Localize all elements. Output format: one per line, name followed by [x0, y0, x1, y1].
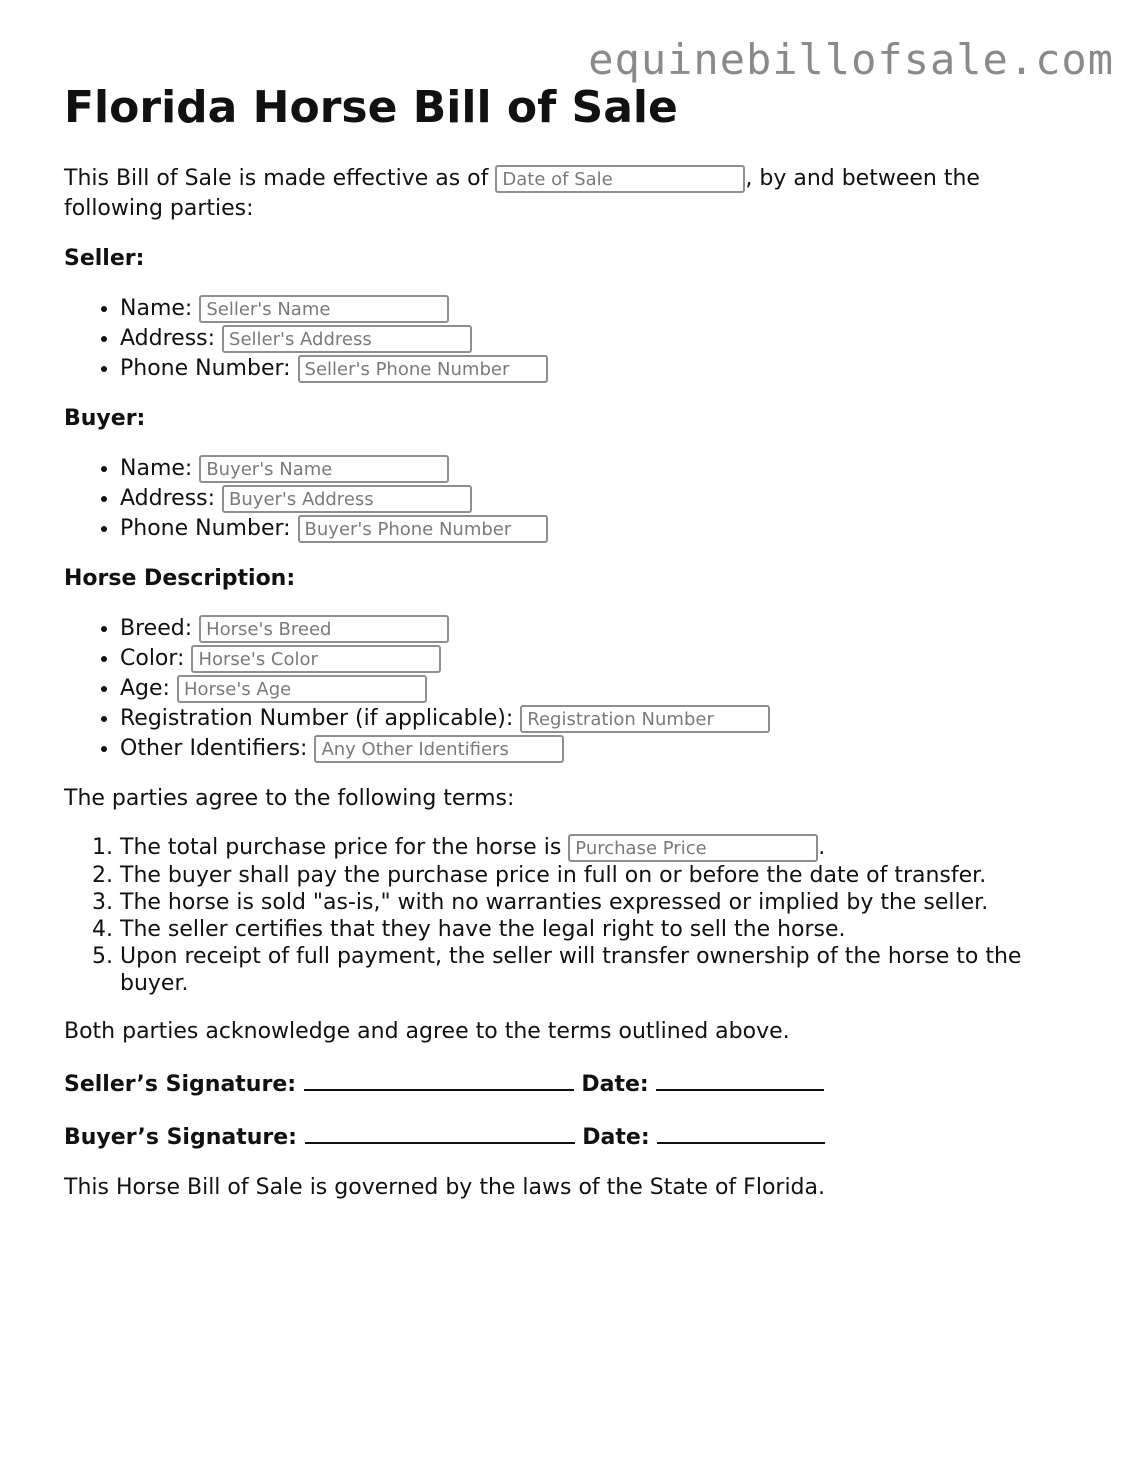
governing-law: This Horse Bill of Sale is governed by the laws of the State of Florida. — [64, 1175, 825, 1200]
buyer-address-item — [120, 484, 1084, 514]
buyer-signature-line[interactable] — [305, 1120, 575, 1144]
terms-list — [64, 834, 1084, 997]
seller-name-item — [120, 294, 1084, 324]
acknowledgement: Both parties acknowledge and agree to the terms outlined above. — [64, 1019, 790, 1044]
horse-breed-item — [120, 614, 1084, 644]
buyer-name-label: Name: — [120, 456, 200, 481]
buyer-phone-item — [120, 514, 1084, 544]
term-purchase-price — [120, 834, 1084, 862]
horse-color-label: Color: — [120, 646, 192, 671]
horse-breed-label: Breed: — [120, 616, 200, 641]
horse-age-item — [120, 674, 1084, 704]
buyer-signature-row — [64, 1120, 1084, 1153]
buyer-address-input[interactable] — [222, 485, 472, 513]
seller-date-line[interactable] — [656, 1067, 824, 1091]
buyer-name-input[interactable] — [199, 455, 449, 483]
registration-number-item — [120, 704, 1084, 734]
site-watermark: equinebillofsale.com — [588, 35, 1114, 84]
term-item: 4. The seller certifies that they have the legal right to sell the horse. — [120, 916, 1084, 943]
seller-signature-line[interactable] — [304, 1067, 574, 1091]
seller-phone-input[interactable] — [298, 355, 548, 383]
term-item: 5. Upon receipt of full payment, the seller will transfer ownership of the horse to the buyer. — [120, 943, 1084, 997]
seller-heading: Seller: — [64, 246, 145, 271]
other-identifiers-input[interactable] — [314, 735, 564, 763]
seller-phone-label: Phone Number: — [120, 356, 298, 381]
seller-date-label: Date: — [573, 1072, 657, 1097]
buyer-phone-input[interactable] — [298, 515, 548, 543]
registration-number-input[interactable] — [520, 705, 770, 733]
buyer-date-line[interactable] — [657, 1120, 825, 1144]
price-text-after: . — [818, 835, 826, 860]
horse-breed-input[interactable] — [199, 615, 449, 643]
buyer-address-label: Address: — [120, 486, 223, 511]
term-item: 3. The horse is sold "as-is," with no warranties expressed or implied by the seller. — [120, 889, 1084, 916]
seller-signature-row — [64, 1067, 1084, 1100]
horse-description-heading: Horse Description: — [64, 566, 296, 591]
seller-fields — [64, 294, 1084, 384]
bill-of-sale-document — [64, 80, 1084, 1203]
terms-intro: The parties agree to the following terms: — [64, 786, 515, 811]
purchase-price-input[interactable] — [568, 834, 818, 862]
horse-fields — [64, 614, 1084, 764]
horse-age-label: Age: — [120, 676, 177, 701]
seller-name-label: Name: — [120, 296, 200, 321]
buyer-signature-label: Buyer’s Signature: — [64, 1125, 305, 1150]
term-item: 2. The buyer shall pay the purchase price in full on or before the date of transfer. — [120, 862, 1084, 889]
seller-name-input[interactable] — [199, 295, 449, 323]
seller-signature-label: Seller’s Signature: — [64, 1072, 304, 1097]
horse-age-input[interactable] — [177, 675, 427, 703]
horse-color-item — [120, 644, 1084, 674]
seller-address-label: Address: — [120, 326, 223, 351]
horse-color-input[interactable] — [191, 645, 441, 673]
seller-phone-item — [120, 354, 1084, 384]
other-identifiers-label: Other Identifiers: — [120, 736, 315, 761]
registration-number-label: Registration Number (if applicable): — [120, 706, 521, 731]
buyer-heading: Buyer: — [64, 406, 146, 431]
intro-paragraph — [64, 164, 1084, 224]
intro-text-after: , by and between the following parties: — [64, 166, 980, 221]
date-of-sale-input[interactable] — [495, 165, 745, 193]
buyer-fields — [64, 454, 1084, 544]
price-text-before: The total purchase price for the horse is — [120, 835, 569, 860]
buyer-phone-label: Phone Number: — [120, 516, 298, 541]
page-title: Florida Horse Bill of Sale — [64, 82, 678, 133]
buyer-name-item — [120, 454, 1084, 484]
seller-address-input[interactable] — [222, 325, 472, 353]
seller-address-item — [120, 324, 1084, 354]
intro-text-before: This Bill of Sale is made effective as of — [64, 166, 496, 191]
buyer-date-label: Date: — [574, 1125, 658, 1150]
other-identifiers-item — [120, 734, 1084, 764]
